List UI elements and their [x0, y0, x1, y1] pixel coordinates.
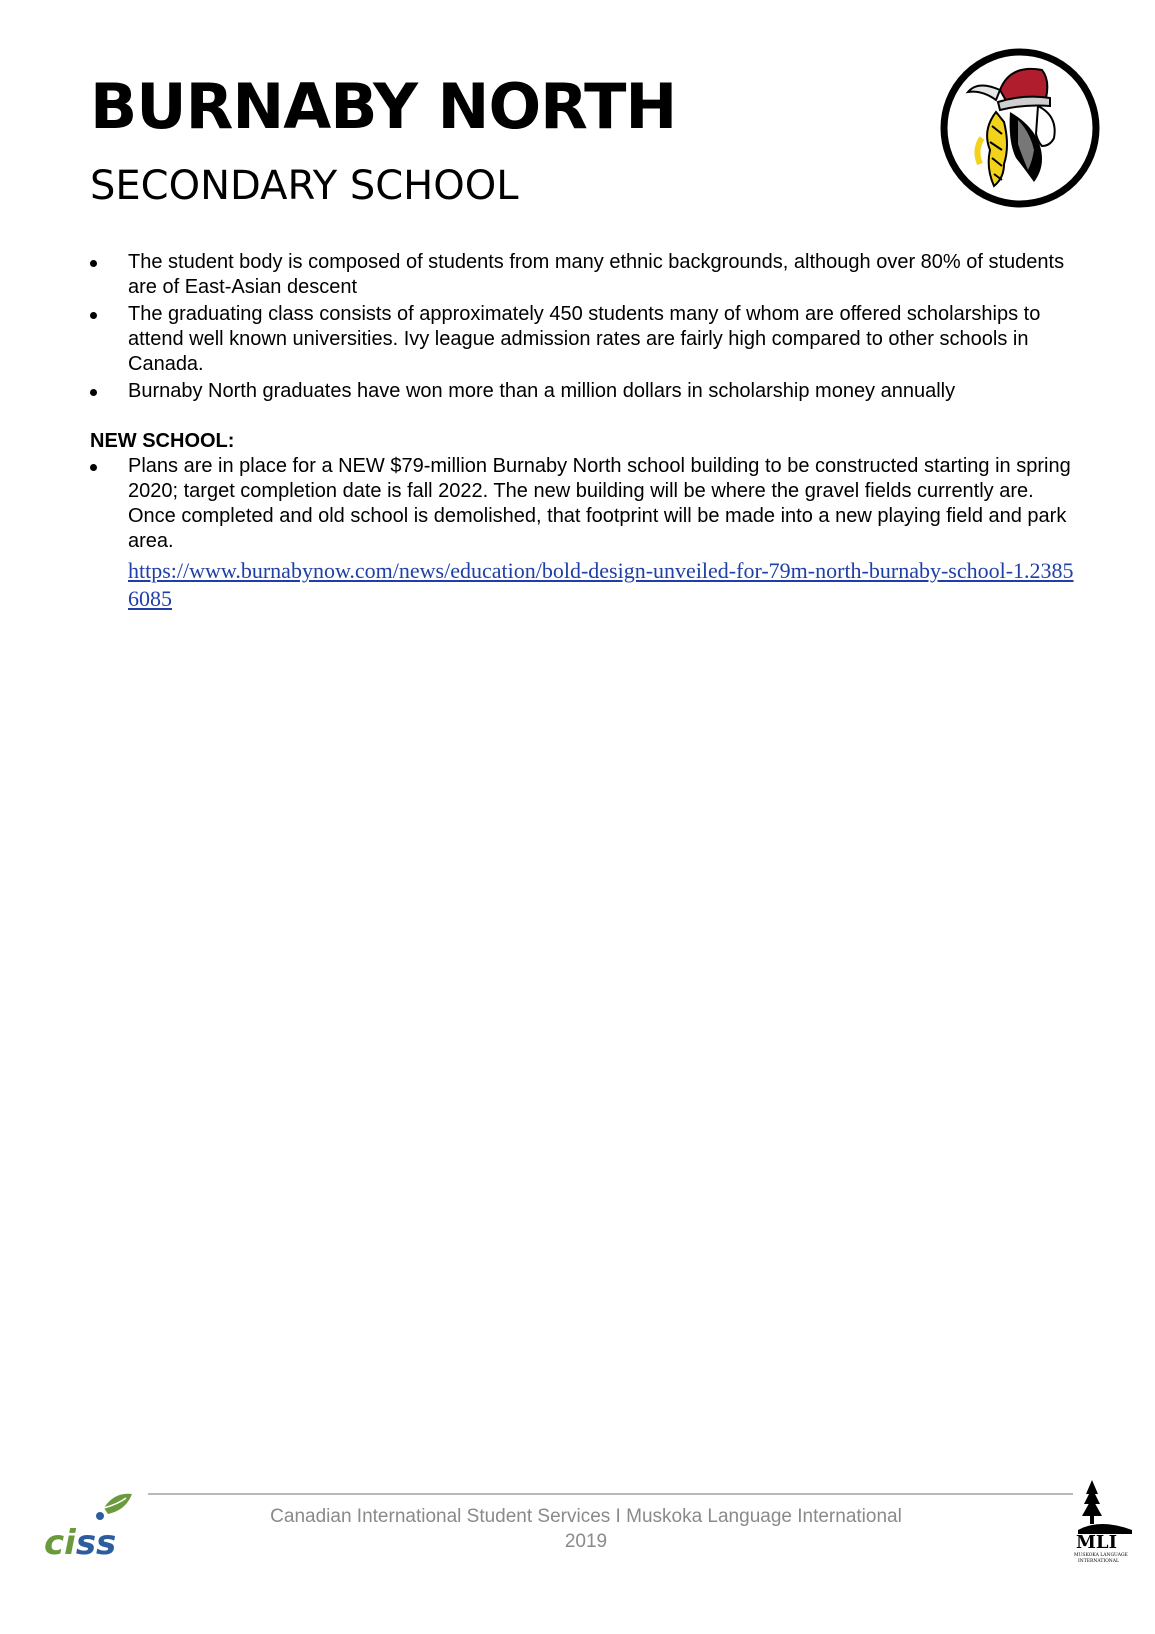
list-item	[90, 454, 1080, 613]
new-school-list	[90, 454, 1080, 613]
bullet-list	[90, 250, 1080, 404]
bullet-icon	[90, 389, 97, 396]
page-title: BURNABY NORTH	[90, 70, 677, 143]
content-body	[90, 250, 1080, 615]
footer-year: 2019	[564, 1531, 608, 1552]
article-link[interactable]: https://www.burnabynow.com/news/education/bold-design-unveiled-for-79m-north-burnaby-school-1.23856085	[128, 558, 1074, 611]
svg-text:MLI: MLI	[1076, 1532, 1118, 1553]
list-item	[90, 379, 1080, 404]
footer-divider	[148, 1493, 1073, 1495]
list-item-text: Plans are in place for a NEW $79-million Burnaby North school building to be constructed starting in spring 2020; target completion date is fall 2022. The new building will be where the gravel fields currently are. Once completed and old school is demolished, that footprint will be made into a new playing field and park area.	[128, 455, 1071, 552]
list-item	[90, 250, 1080, 300]
bullet-icon	[90, 312, 97, 319]
bullet-icon	[90, 464, 97, 471]
list-item-text: Burnaby North graduates have won more than a million dollars in scholarship money annually	[128, 380, 956, 402]
ciss-logo	[40, 1490, 150, 1562]
bullet-icon	[90, 260, 97, 267]
viking-mascot-icon	[938, 46, 1102, 210]
list-item	[90, 302, 1080, 377]
mli-logo	[1070, 1474, 1144, 1564]
list-item-text: The student body is composed of students from many ethnic backgrounds, although over 80% of students are of East-Asian descent	[128, 251, 1065, 298]
svg-text:MUSKOKA LANGUAGE: MUSKOKA LANGUAGE	[1074, 1553, 1128, 1558]
section-heading-new-school: NEW SCHOOL:	[90, 430, 235, 452]
list-item-text: The graduating class consists of approximately 450 students many of whom are offered scholarships to attend well known universities. Ivy league admission rates are fairly high compared to other schools in Canada.	[128, 303, 1041, 375]
page-subtitle: SECONDARY SCHOOL	[90, 163, 519, 209]
svg-text:INTERNATIONAL: INTERNATIONAL	[1078, 1559, 1119, 1564]
footer-text	[148, 1504, 1024, 1554]
footer-organizations: Canadian International Student Services I Muskoka Language International	[270, 1506, 902, 1527]
svg-text:ciss: ciss	[44, 1523, 117, 1562]
